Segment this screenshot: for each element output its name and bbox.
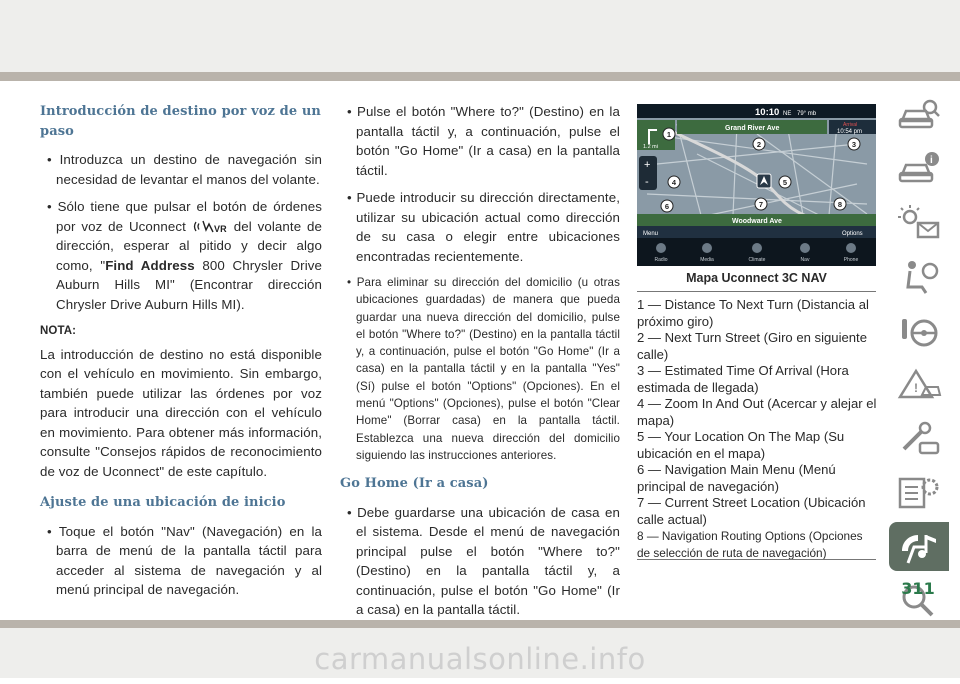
bullet-item: • Introduzca un destino de navegación sin necesidad de levantar el manos del volante. [47, 152, 322, 187]
svg-text:8: 8 [837, 200, 843, 209]
svg-text:Radio: Radio [654, 257, 668, 263]
light-mail-icon [896, 203, 942, 243]
figure-caption: Mapa Uconnect 3C NAV [686, 271, 827, 285]
left-column [40, 102, 322, 608]
next-street-text: Grand River Ave [725, 125, 780, 132]
current-street-text: Woodward Ave [732, 218, 782, 225]
bullet-item: • Pulse el botón "Where to?" (Destino) en la pantalla táctil y, a continuación, pulse el botón "Go Home" (Ir a casa) en la pantalla táctil. [347, 104, 620, 178]
seat-airbag-icon [896, 257, 942, 297]
tab-info[interactable] [889, 144, 949, 193]
temp-text: 79° mb [797, 111, 817, 117]
top-rule [0, 72, 960, 81]
svg-text:3: 3 [851, 140, 857, 149]
bullet-item: • Puede introducir su dirección directamente, utilizar su ubicación actual como dirección de su casa o elegir entre ubicaciones encontradas recientemente. [347, 190, 620, 264]
tab-lights-messages[interactable] [889, 198, 949, 247]
svg-text:i: i [930, 154, 933, 166]
options-label: Options [842, 231, 863, 237]
watermark-text: carmanualsonline.info [314, 642, 646, 676]
warning-car-icon [896, 365, 942, 405]
bullet-item: • Toque el botón "Nav" (Navegación) en la barra de menú de la pantalla táctil para acceder al sistema de navegación y al menú principal de navegación. [47, 523, 322, 597]
heading-go-home: Go Home (Ir a casa) [340, 476, 489, 492]
svg-text:Climate: Climate [748, 257, 766, 263]
tab-emergency[interactable] [889, 360, 949, 409]
svg-text:!: ! [914, 380, 918, 395]
spec-gear-icon [896, 473, 942, 513]
legend-item: 4 — Zoom In And Out (Acercar y alejar el mapa) [637, 396, 877, 428]
legend-item: 1 — Distance To Next Turn (Distancia al próximo giro) [637, 297, 869, 329]
svg-text:5: 5 [782, 178, 788, 187]
top-band [0, 0, 960, 72]
tab-multimedia[interactable] [889, 522, 949, 571]
svg-text:4: 4 [671, 178, 677, 187]
menu-label: Menu [643, 231, 659, 237]
car-search-icon [896, 95, 942, 135]
heading-home-location: Ajuste de una ubicación de inicio [40, 495, 286, 510]
bullet-item: • Debe guardarse una ubicación de casa en el sistema. Desde el menú de navegación principal pulse el botón "Where to?" (Destino) en la pantalla táctil y, a continuación, pulse el botón "Go Home" (Ir a casa) en la pantalla táctil. [347, 504, 620, 618]
legend-item: 2 — Next Turn Street (Giro en siguiente calle) [637, 330, 867, 362]
tab-vehicle[interactable] [889, 90, 949, 139]
legend-item: 5 — Your Location On The Map (Su ubicación en el mapa) [637, 429, 845, 461]
voice-command-icon [192, 219, 234, 234]
multimedia-music-icon [896, 527, 942, 567]
svg-text:Phone: Phone [843, 257, 859, 263]
tab-maintenance[interactable] [889, 414, 949, 463]
heading-text: NE [783, 111, 792, 117]
nav-map-image [637, 104, 876, 266]
nav-map-figure [637, 104, 876, 266]
figure-legend [637, 297, 877, 561]
svg-text:6: 6 [664, 202, 670, 211]
distance-text: 1.2 mi [643, 144, 658, 150]
legend-rule [637, 559, 876, 560]
svg-text:+: + [644, 159, 651, 171]
caption-rule [637, 291, 876, 292]
svg-text:2: 2 [756, 140, 762, 149]
legend-item: 6 — Navigation Main Menu (Menú principal de navegación) [637, 462, 836, 494]
tab-specifications[interactable] [889, 468, 949, 517]
svg-text:Media: Media [700, 257, 714, 263]
middle-column [340, 102, 620, 628]
tab-starting[interactable] [889, 306, 949, 355]
arrival-label: Arrival [843, 122, 858, 128]
arrival-time: 10:54 pm [837, 129, 863, 135]
svg-text:1: 1 [666, 130, 672, 139]
nota-text: La introducción de destino no está disponible con el vehículo en movimiento. Sin embargo, también puede utilizar las órdenes por voz para introducir una dirección con el vehículo en movimiento. Para obtener más información, consulte "Consejos rápidos de reconocimiento de voz de Uconnect" de este capítulo. [40, 346, 322, 479]
legend-item: 7 — Current Street Location (Ubicación calle actual) [637, 495, 866, 527]
svg-text:Nav: Nav [800, 257, 810, 263]
nota-label: NOTA: [40, 325, 77, 337]
svg-text:VR: VR [213, 223, 227, 234]
page-number: 311 [901, 579, 935, 598]
tab-safety[interactable] [889, 252, 949, 301]
car-info-icon [896, 149, 942, 189]
svg-text:7: 7 [758, 200, 764, 209]
legend-item: 8 — Navigation Routing Options (Opciones de selección de ruta de navegación) [637, 529, 863, 560]
wrench-car-icon [896, 419, 942, 459]
clock-text: 10:10 [755, 107, 780, 118]
svg-text:-: - [645, 176, 649, 188]
steering-wheel-icon [896, 311, 942, 351]
legend-item: 3 — Estimated Time Of Arrival (Hora estimada de llegada) [637, 363, 849, 395]
heading-one-step-voice: Introducción de destino por voz de un paso [40, 104, 321, 139]
bullet-item: • Para eliminar su dirección del domicilio (u otras ubicaciones guardadas) de manera que pueda guardar una nueva dirección del domicilio, pulse el botón "Where to?" (Destino) en la pantalla táctil y, a continuación, pulse el botón "Go Home" (Ir a casa) en la pantalla táctil y en la pantalla "Yes" (Sí) pulse el botón "Options" (Opciones). En el menú "Options" (Opciones), pulse el botón "Clear Home" (Borrar casa) en la pantalla táctil. Establezca una nueva dirección del domicilio siguiendo las instrucciones anteriores. [347, 276, 621, 462]
bullet-item: • Sólo tiene que pulsar el botón de órdenes por voz de Uconnect VR del volante de dirección, esperar al pitido y decir algo como, "Find Address 800 Chrysler Drive Auburn Hills MI" (Encontrar dirección Chrysler Drive Auburn Hills MI). [47, 199, 323, 312]
